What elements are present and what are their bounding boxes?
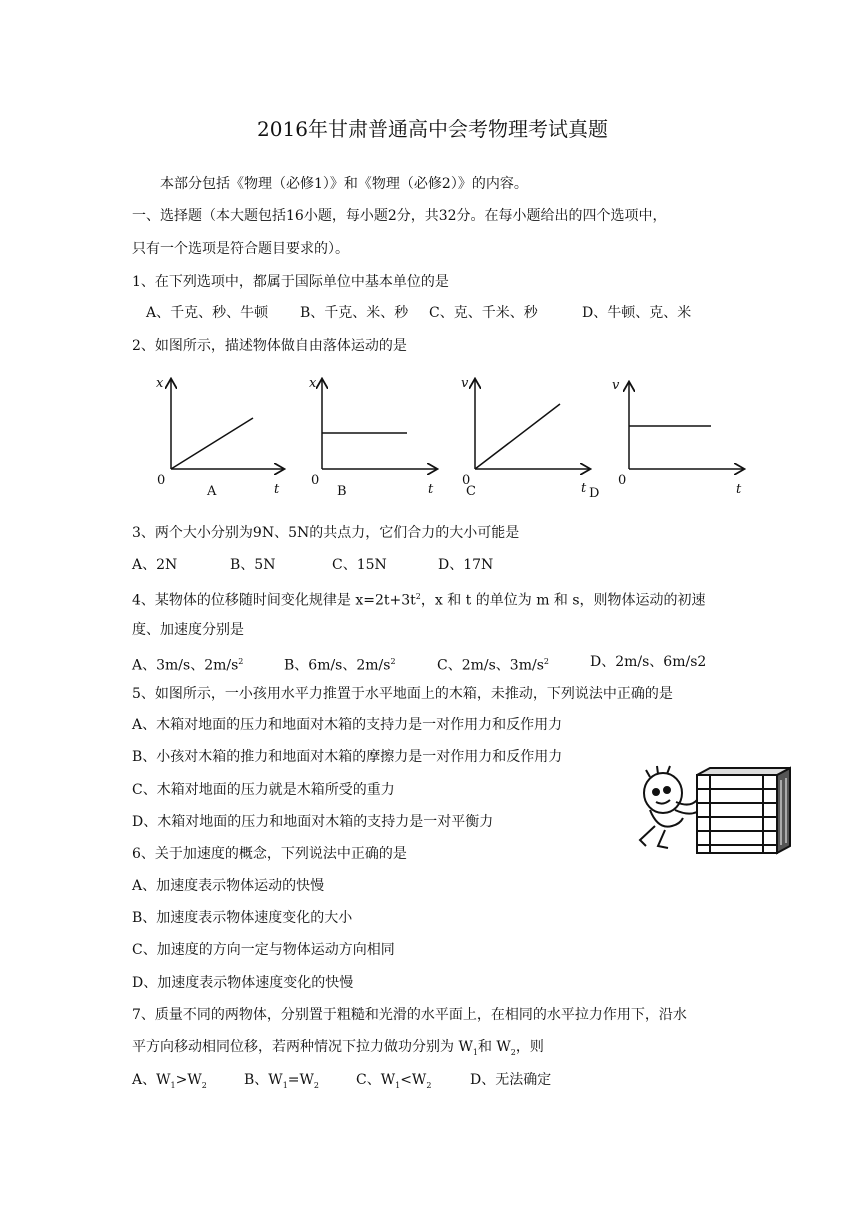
q4-option-d: D、2m/s、6m/s2 — [590, 654, 707, 670]
q1-stem: 1、在下列选项中，都属于国际单位中基本单位的是 — [132, 274, 449, 290]
q6-option-d: D、加速度表示物体速度变化的快慢 — [132, 975, 354, 991]
q5-option-a: A、木箱对地面的压力和地面对木箱的支持力是一对作用力和反作用力 — [132, 717, 563, 733]
q4-stem: 4、某物体的位移随时间变化规律是 $x=2t+3t^2$，x 和 t 的单位为 m 和 s，则物体运动的初速 — [132, 592, 706, 609]
q4-option-c: C、2m/s、$3m/s^2$ — [437, 657, 549, 674]
q6-option-a: A、加速度表示物体运动的快慢 — [132, 878, 325, 894]
q1-option-b: B、千克、米、秒 — [300, 305, 409, 321]
q6-stem: 6、关于加速度的概念，下列说法中正确的是 — [132, 846, 407, 862]
graph-c-xaxis-label: t — [581, 481, 587, 496]
q3-option-a: A、2N — [132, 557, 178, 573]
graph-d-yaxis-label: v — [612, 378, 620, 393]
q4-option-b: B、6m/s、$2m/s^2$ — [284, 657, 396, 674]
q6-option-b: B、加速度表示物体速度变化的大小 — [132, 910, 353, 926]
graph-c-yaxis-label: v — [461, 376, 469, 391]
page-title: 2016年甘肃普通高中会考物理考试真题 — [257, 117, 608, 141]
section-heading-line2: 只有一个选项是符合题目要求的）。 — [132, 241, 349, 257]
graph-a-yaxis-label: x — [156, 376, 164, 391]
q2-stem: 2、如图所示，描述物体做自由落体运动的是 — [132, 338, 407, 354]
q5-option-c: C、木箱对地面的压力就是木箱所受的重力 — [132, 782, 395, 798]
q5-option-b: B、小孩对木箱的推力和地面对木箱的摩擦力是一对作用力和反作用力 — [132, 749, 563, 765]
q3-option-b: B、5N — [230, 557, 276, 573]
q1-option-a: A、千克、秒、牛顿 — [146, 305, 269, 321]
q7-option-d: D、无法确定 — [470, 1072, 552, 1088]
q7-option-a: A、$W_1>W_2$ — [132, 1072, 207, 1090]
q3-stem: 3、两个大小分别为9N、5N的共点力，它们合力的大小可能是 — [132, 525, 520, 541]
graph-b-label: B — [337, 484, 347, 499]
section-heading-line1: 一、选择题（本大题包括16小题，每小题2分，共32分。在每小题给出的四个选项中， — [132, 208, 667, 224]
q7-option-c: C、$W_1<W_2$ — [356, 1072, 432, 1090]
intro-text: 本部分包括《物理（必修1）》和《物理（必修2）》的内容。 — [160, 176, 528, 192]
q6-option-c: C、加速度的方向一定与物体运动方向相同 — [132, 942, 395, 958]
q5-option-d: D、木箱对地面的压力和地面对木箱的支持力是一对平衡力 — [132, 814, 494, 830]
q7-option-b: B、$W_1=W_2$ — [244, 1072, 319, 1090]
q5-stem: 5、如图所示，一小孩用水平力推置于水平地面上的木箱，未推动，下列说法中正确的是 — [132, 686, 673, 702]
graph-a-label: A — [207, 484, 217, 499]
q3-option-d: D、17N — [438, 557, 494, 573]
graph-c-origin: 0 — [462, 473, 471, 488]
graph-d-xaxis-label: t — [736, 482, 742, 497]
q4-option-a: A、3m/s、$2m/s^2$ — [132, 657, 244, 674]
graph-b-yaxis-label: x — [309, 376, 317, 391]
graph-a-xaxis-label: t — [274, 482, 280, 497]
graph-b-xaxis-label: t — [428, 482, 434, 497]
graph-b-origin: 0 — [311, 473, 320, 488]
q1-option-d: D、牛顿、克、米 — [582, 305, 692, 321]
q7-stem-line2: 平方向移动相同位移，若两种情况下拉力做功分别为 $W_1$和 $W_2$，则 — [132, 1039, 544, 1057]
q1-option-c: C、克、千米、秒 — [429, 305, 538, 321]
graph-c-label: C — [466, 484, 476, 499]
q3-option-c: C、15N — [332, 557, 387, 573]
q7-stem: 7、质量不同的两物体，分别置于粗糙和光滑的水平面上，在相同的水平拉力作用下，沿水 — [132, 1007, 687, 1023]
q4-stem-line2: 度、加速度分别是 — [132, 622, 244, 638]
graph-d-origin: 0 — [618, 473, 627, 488]
graph-d-label: D — [589, 486, 600, 501]
graph-a-origin: 0 — [157, 473, 166, 488]
